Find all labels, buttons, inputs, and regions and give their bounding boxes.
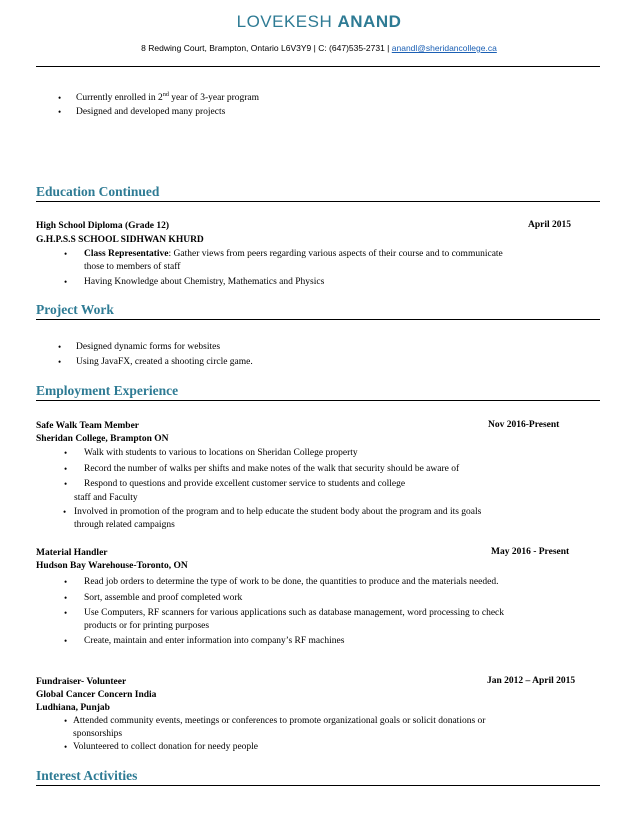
job3-org: Global Cancer Concern India	[36, 690, 157, 700]
job2-org: Hudson Bay Warehouse-Toronto, ON	[36, 561, 188, 571]
bullet: •	[58, 357, 62, 367]
bullet: •	[64, 277, 68, 287]
bullet: •	[64, 593, 68, 603]
bullet: •	[58, 342, 62, 352]
job2-bullet-2: Sort, assemble and proof completed work	[84, 593, 243, 603]
last-name: ANAND	[337, 12, 402, 31]
interest-heading: Interest Activities	[36, 768, 600, 786]
enrollment-item	[76, 92, 259, 105]
class-rep-label: Class Representative	[84, 249, 169, 259]
education-title: High School Diploma (Grade 12)	[36, 221, 170, 231]
job1-date: Nov 2016-Present	[488, 420, 560, 430]
bullet: •	[64, 464, 68, 474]
education-heading: Education Continued	[36, 184, 600, 202]
bullet: •	[64, 249, 68, 259]
email-link[interactable]: anandl@sheridancollege.ca	[391, 43, 497, 53]
job1-bullet-4-cont: through related campaigns	[74, 520, 175, 530]
project-bullet-1: Designed dynamic forms for websites	[76, 342, 221, 352]
contact-line	[0, 43, 638, 53]
bullet: •	[64, 608, 68, 618]
job1-bullet-2: Record the number of walks per shifts and make notes of the walk that security should be aware of	[84, 464, 460, 474]
job1-org: Sheridan College, Brampton ON	[36, 434, 169, 444]
project-bullet-2: Using JavaFX, created a shooting circle game.	[76, 357, 253, 367]
project-heading: Project Work	[36, 302, 600, 320]
enrollment-pre: Currently enrolled in 2	[76, 93, 163, 103]
job3-bullet-1: Attended community events, meetings or conferences to promote organizational goals or solicit donations or	[73, 716, 486, 726]
bullet: •	[58, 107, 62, 117]
projects-item: Designed and developed many projects	[76, 107, 226, 117]
contact-text: 8 Redwing Court, Brampton, Ontario L6V3Y9 | C: (647)535-2731 |	[141, 43, 392, 53]
bullet: •	[64, 716, 68, 726]
job3-date: Jan 2012 – April 2015	[487, 676, 576, 686]
enrollment-sup: nd	[162, 92, 169, 98]
education-bullet-2: Having Knowledge about Chemistry, Mathematics and Physics	[84, 277, 325, 287]
education-date: April 2015	[528, 220, 572, 230]
resume-name	[0, 12, 638, 32]
job2-bullet-3: Use Computers, RF scanners for various applications such as database management, word processing to check	[84, 608, 504, 618]
bullet: •	[64, 577, 68, 587]
job3-bullet-1-cont: sponsorships	[73, 729, 123, 739]
bullet: •	[64, 448, 68, 458]
job3-title: Fundraiser- Volunteer	[36, 677, 127, 687]
job2-bullet-1: Read job orders to determine the type of work to be done, the quantities to produce and the materials needed.	[84, 577, 499, 587]
education-bullet-1-cont: those to members of staff	[84, 262, 181, 272]
job1-bullet-1: Walk with students to various to locations on Sheridan College property	[84, 448, 358, 458]
bullet: •	[58, 93, 62, 103]
enrollment-post: year of 3-year program	[168, 93, 260, 103]
job1-title: Safe Walk Team Member	[36, 421, 140, 431]
first-name: LOVEKESH	[236, 12, 333, 31]
job3-bullet-2: Volunteered to collect donation for needy people	[73, 742, 259, 752]
job2-bullet-3-cont: products or for printing purposes	[84, 621, 210, 631]
bullet: •	[63, 507, 67, 517]
header-divider	[36, 66, 600, 67]
job2-date: May 2016 - Present	[491, 547, 570, 557]
bullet: •	[64, 636, 68, 646]
employment-heading: Employment Experience	[36, 383, 600, 401]
education-bullet-1	[84, 248, 503, 261]
job2-title: Material Handler	[36, 548, 108, 558]
job3-location: Ludhiana, Punjab	[36, 703, 110, 713]
education-school: G.H.P.S.S SCHOOL SIDHWAN KHURD	[36, 235, 204, 245]
job1-bullet-3-cont: staff and Faculty	[74, 493, 138, 503]
bullet: •	[64, 742, 68, 752]
job1-bullet-4: Involved in promotion of the program and to help educate the student body about the program and its goals	[74, 507, 482, 517]
class-rep-text: : Gather views from peers regarding various aspects of their course and to communicate	[168, 249, 503, 259]
bullet: •	[64, 479, 68, 489]
job2-bullet-4: Create, maintain and enter information into company’s RF machines	[84, 636, 345, 646]
job1-bullet-3: Respond to questions and provide excellent customer service to students and college	[84, 479, 406, 489]
